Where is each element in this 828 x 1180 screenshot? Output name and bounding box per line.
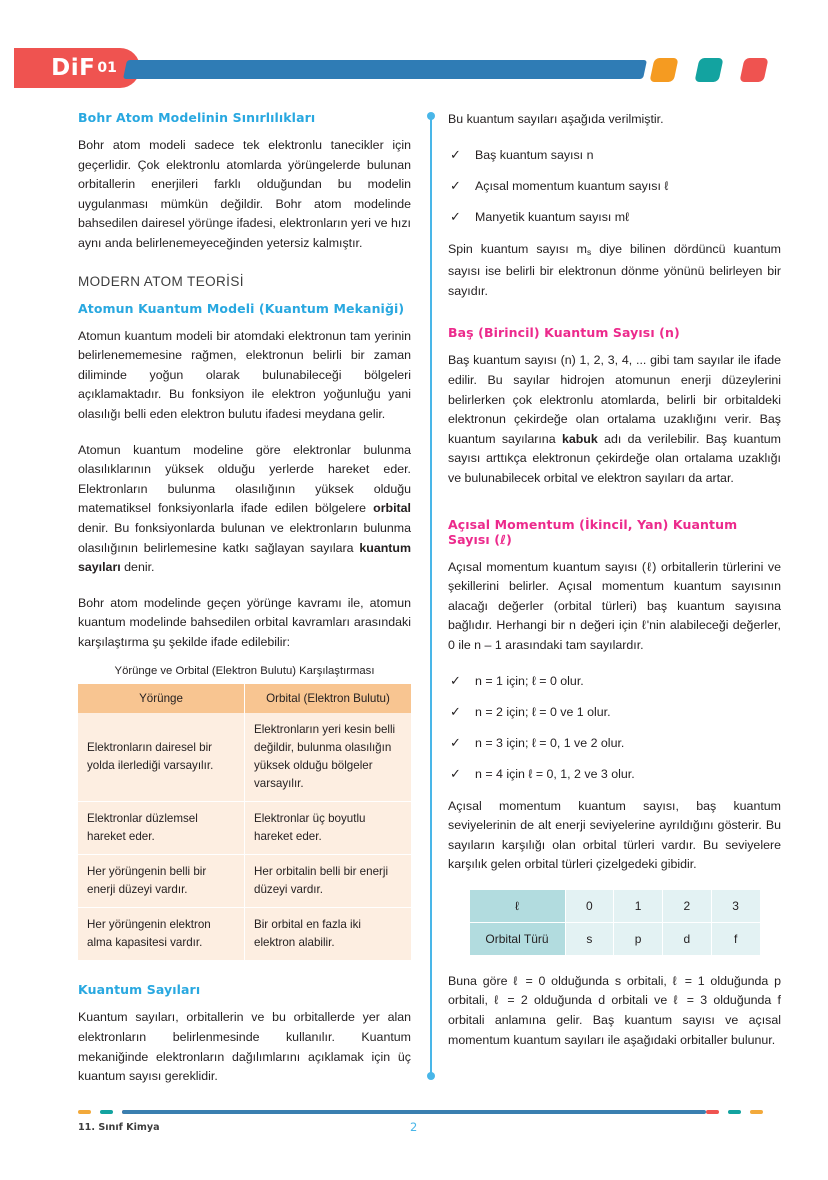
table-cell: Bir orbital en fazla iki elektron alabilir. [254, 918, 361, 950]
list-item-label: n = 4 için ℓ = 0, 1, 2 ve 3 olur. [475, 766, 635, 781]
table-header-cell: Orbital (Elektron Bulutu) [245, 684, 412, 713]
header-accent-bar [123, 60, 647, 79]
list-item [448, 765, 781, 784]
table-cell: p [614, 922, 663, 955]
footer-dash-teal-right [728, 1110, 741, 1114]
heading-quantum-numbers: Kuantum Sayıları [78, 982, 201, 998]
unit-badge-number: 01 [97, 60, 117, 76]
paragraph-quantum-model-1: Atomun kuantum modeli bir atomdaki elektronun tam yerinin belirlenememesine rağmen, elektronun belirli bir zaman diliminde yoğun olarak bulunabileceği bölgeleri açıklamaktadır. Bu fonksiyon ile elektron yoğunluğu yani olasılığı belli eden elektron bulutu ifadesi meydana gelir. [78, 328, 411, 421]
list-item [448, 672, 781, 691]
left-column [78, 110, 411, 1087]
heading-bohr-limitations: Bohr Atom Modelinin Sınırlılıkları [78, 110, 316, 125]
table-cell: Elektronların yeri kesin belli değildir, bulunma olasılığın yüksek olduğu bölgeler varsayılır. [245, 713, 412, 802]
text-segment: Baş kuantum sayısı (n) 1, 2, 3, 4, ... gibi tam sayılar ile ifade edilir. Bu sayılar hidrojen atomunun enerji düzeylerini belirlerken çok elektronlu atomlarda, belirli bir orbitaldeki elektronun çekirdeğe olan ortalama uzaklığını verir. Baş kuantum sayılarına [448, 353, 781, 446]
heading-quantum-model: Atomun Kuantum Modeli (Kuantum Mekaniği) [78, 300, 405, 316]
list-item-label: n = 2 için; ℓ = 0 ve 1 olur. [475, 704, 611, 719]
paragraph-angular-momentum-2: Açısal momentum kuantum sayısı, baş kuantum seviyelerinin de alt enerji seviyelerine ayrıldığını gösterir. Bu sayıların karşılığı olan orbital türleri vardır. Bu seviyelere karşılık gelen orbital türleri çizelgedeki gibidir. [448, 798, 781, 872]
list-item-label: n = 1 için; ℓ = 0 olur. [475, 673, 584, 688]
table-cell: Elektronlar üç boyutlu hareket eder. [245, 802, 412, 855]
paragraph-quantum-numbers: Kuantum sayıları, orbitallerin ve bu orbitallerde yer alan elektronların belirlenmesinde kullanılır. Kuantum mekaniğinde elektronların dağılımlarını açıklamak için üç kuantum sayısı gereklidir. [78, 1010, 411, 1084]
text-segment: denir. Bu fonksiyonlarda bulunan ve elektronların bulunma olasılığının belirlemesine katkı sağlayan sayılara [78, 520, 411, 555]
table-row [78, 908, 411, 961]
check-icon: ✓ [450, 208, 461, 224]
paragraph-quantum-model-2 [78, 441, 411, 578]
list-item-label: Açısal momentum kuantum sayısı ℓ [475, 178, 669, 193]
paragraph-quantum-model-3: Bohr atom modelinde geçen yörünge kavramı ile, atomun kuantum modelinde bahsedilen orbital kavramları arasındaki karşılaştırma şu şekilde ifade edilebilir: [78, 595, 411, 649]
footer-dash-orange-right [750, 1110, 763, 1114]
footer-rule [122, 1110, 706, 1114]
list-item-label: Baş kuantum sayısı n [475, 147, 594, 162]
table-header-cell: Yörünge [78, 684, 245, 713]
heading-angular-momentum-quantum-number: Açısal Momentum (İkincil, Yan) Kuantum Sayısı (ℓ) [448, 516, 738, 547]
header-chip-orange [649, 58, 678, 82]
check-icon: ✓ [450, 177, 461, 193]
table-cell: d [663, 922, 712, 955]
footer-dash-teal-left [100, 1110, 113, 1114]
check-icon: ✓ [450, 672, 461, 688]
text-segment: denir. [120, 560, 155, 575]
orbital-type-table-wrapper [448, 889, 781, 956]
heading-principal-quantum-number: Baş (Birincil) Kuantum Sayısı (n) [448, 325, 680, 341]
table-cell: 0 [565, 889, 614, 922]
paragraph-spin-quantum-number [448, 240, 781, 302]
header-chip-teal [694, 58, 723, 82]
footer-book-label: 11. Sınıf Kimya [78, 1122, 160, 1133]
paragraph-principal-quantum-number [448, 351, 781, 488]
table-row [469, 922, 760, 955]
table-cell: Elektronların dairesel bir yolda ilerlediği varsayılır. [78, 713, 245, 802]
table-cell: 3 [711, 889, 760, 922]
paragraph-quantum-numbers-intro: Bu kuantum sayıları aşağıda verilmiştir. [448, 112, 664, 126]
table-header-row [78, 684, 411, 713]
check-icon: ✓ [450, 734, 461, 750]
list-item [448, 146, 781, 165]
comparison-table-caption: Yörünge ve Orbital (Elektron Bulutu) Karşılaştırması [114, 665, 375, 678]
text-segment: Spin kuantum sayısı m [448, 241, 588, 256]
table-cell: Her yörüngenin elektron alma kapasitesi vardır. [78, 908, 245, 961]
column-divider [430, 116, 432, 1076]
table-cell: 2 [663, 889, 712, 922]
table-cell: Her orbitalin belli bir enerji düzeyi vardır. [245, 855, 412, 908]
unit-badge [14, 48, 140, 88]
list-item [448, 734, 781, 753]
paragraph-buna-gore: Buna göre ℓ = 0 olduğunda s orbitali, ℓ = 1 olduğunda p orbitali, ℓ = 2 olduğunda d orbitali ve ℓ = 3 olduğunda f orbitali anlamına gelir. Baş kuantum sayısı ve açısal momentum kuantum sayıları ile aşağıdaki orbitaller bulunur. [448, 973, 781, 1047]
header-chip-red [739, 58, 768, 82]
paragraph-angular-momentum-1: Açısal momentum kuantum sayısı (ℓ) orbitallerin türlerini ve şekillerini belirler. Açısal momentum kuantum sayısının alacağı değerler (orbital türleri) baş kuantum sayısına bağlıdır. Herhangi bir n değeri için ℓ'nin alabileceği değerler, 0 ile n – 1 arasındaki tam sayılardır. [448, 559, 781, 652]
footer-dash-orange-left [78, 1110, 91, 1114]
table-row [78, 713, 411, 802]
right-column [448, 110, 781, 1050]
footer-dash-red-right [706, 1110, 719, 1114]
table-row [78, 802, 411, 855]
table-cell: f [711, 922, 760, 955]
unit-badge-label: DiF [51, 55, 96, 81]
quantum-numbers-list [448, 146, 781, 227]
table-cell: Her yörüngenin belli bir enerji düzeyi vardır. [78, 855, 245, 908]
check-icon: ✓ [450, 146, 461, 162]
list-item [448, 703, 781, 722]
bold-orbital: orbital [373, 501, 411, 516]
list-item [448, 208, 781, 227]
check-icon: ✓ [450, 765, 461, 781]
table-cell: Elektronlar düzlemsel hareket eder. [78, 802, 245, 855]
text-segment: diye bilinen dördüncü kuantum sayısı ise belirli bir elektronun dönme yönünü belirleyen bir sayıdır. [448, 241, 782, 298]
text-segment: adı da verilebilir. Baş kuantum sayısı arttıkça elektronun çekirdeğe olan ortalama uzaklığı ve bulunabilecek orbital ve elektron sayıları da artar. [448, 431, 781, 485]
paragraph-bohr-limitations: Bohr atom modeli sadece tek elektronlu tanecikler için geçerlidir. Çok elektronlu atomlarda yörüngelerde bulunan orbitallerin enerjileri farklı olduğundan bu modelin uygulanması mümkün değildir. Bohr atom modelinde bahsedilen dairesel yörünge ifadesi, elektronların yeri ve hızı aynı anda belirlenemeyeceğinden yetersiz kalmıştır. [78, 138, 411, 250]
text-segment: Atomun kuantum modeline göre elektronlar bulunma olasılıklarının yüksek olduğu yerlerde hareket eder. Elektronların bulunma olasılığının yüksek olduğu matematiksel fonksiyonlarla ifade edilen bölgelere [78, 442, 411, 516]
heading-modern-atom-theory: MODERN ATOM TEORİSİ [78, 273, 244, 289]
list-item [448, 177, 781, 196]
table-row-label: Orbital Türü [469, 922, 565, 955]
list-item-label: n = 3 için; ℓ = 0, 1 ve 2 olur. [475, 735, 625, 750]
list-item-label: Manyetik kuantum sayısı mℓ [475, 209, 630, 224]
footer-page-number: 2 [410, 1120, 418, 1134]
page-header [0, 48, 828, 92]
orbital-type-table [469, 889, 761, 956]
table-row-label: ℓ [469, 889, 565, 922]
table-row [469, 889, 760, 922]
bold-kuantum-sayilari: kuantum sayıları [78, 540, 411, 575]
bold-kabuk: kabuk [561, 431, 598, 446]
subscript-s: s [587, 246, 592, 257]
check-icon: ✓ [450, 703, 461, 719]
table-cell: s [565, 922, 614, 955]
comparison-table [78, 684, 411, 960]
table-cell: 1 [614, 889, 663, 922]
n-values-list [448, 672, 781, 784]
table-row [78, 855, 411, 908]
